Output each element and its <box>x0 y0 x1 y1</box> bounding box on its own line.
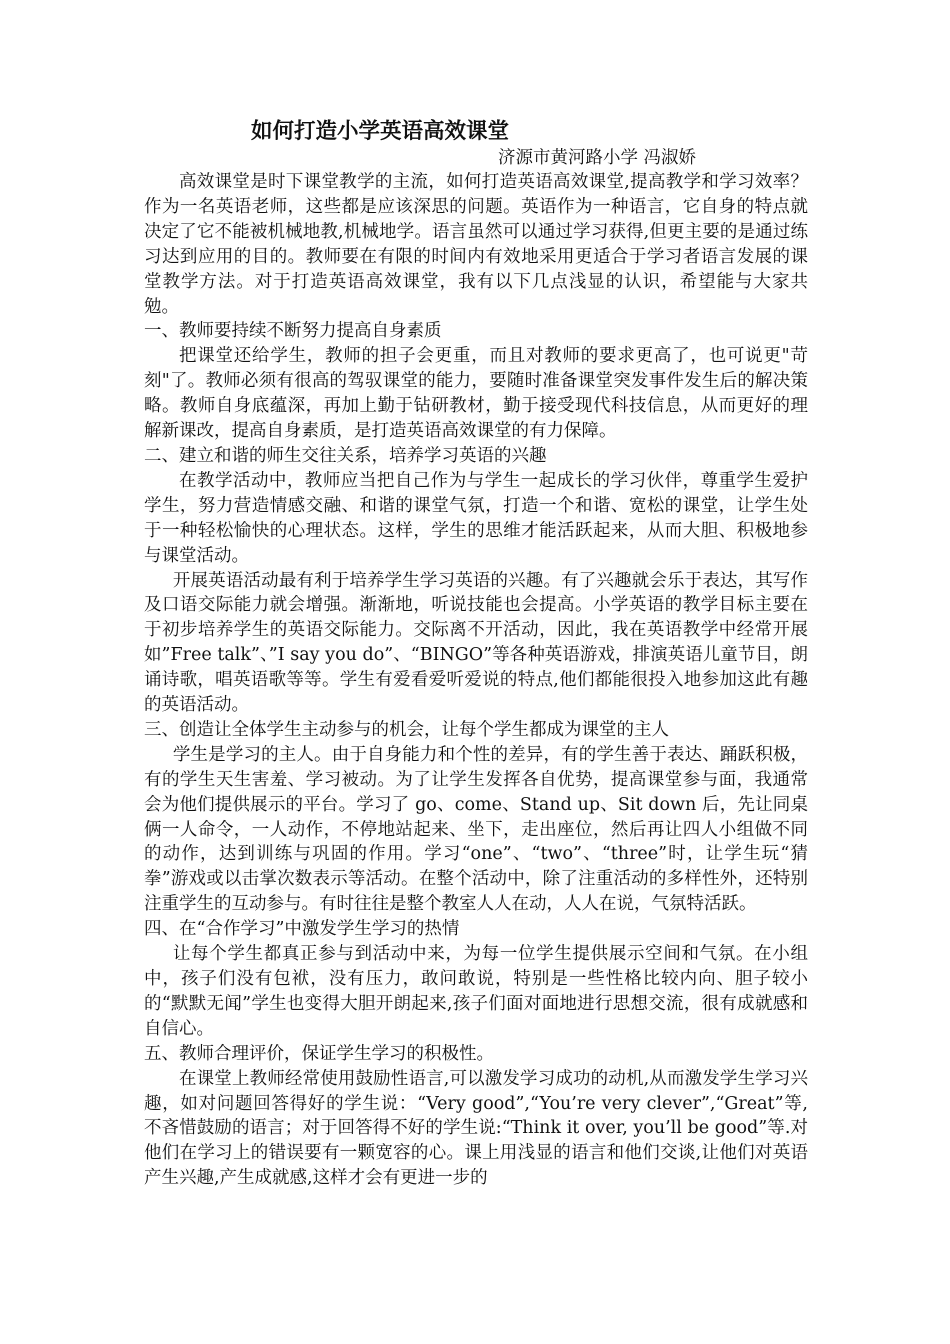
section-4-paragraph: 让每个学生都真正参与到活动中来，为每一位学生提供展示空间和气氛。在小组中，孩子们没有包袱，没有压力，敢问敢说，特别是一些性格比较内向、胆子较小的“默默无闻”学生也变得大胆开朗起来,孩子们面对面地进行思想交流，很有成就感和自信心。 <box>144 944 808 1039</box>
document-author: 济源市黄河路小学 冯淑娇 <box>498 148 697 168</box>
section-heading-1: 一、教师要持续不断努力提高自身素质 <box>144 321 442 342</box>
section-2-paragraph-1: 在教学活动中，教师应当把自己作为与学生一起成长的学习伙伴，尊重学生爱护学生，努力营造情感交融、和谐的课堂气氛，打造一个和谐、宽松的课堂，让学生处于一种轻松愉快的心理状态。这样，学生的思维才能活跃起来，从而大胆、积极地参与课堂活动。 <box>144 470 808 566</box>
document-title: 如何打造小学英语高效课堂 <box>251 119 510 144</box>
intro-paragraph: 高效课堂是时下课堂教学的主流，如何打造英语高效课堂,提高教学和学习效率？作为一名英语老师，这些都是应该深思的问题。英语作为一种语言，它自身的特点就决定了它不能被机械地教,机械地学。语言虽然可以通过学习获得,但更主要的是通过练习达到应用的目的。教师要在有限的时间内有效地采用更适合于学习者语言发展的课堂教学方法。对于打造英语高效课堂，我有以下几点浅显的认识，希望能与大家共勉。 <box>144 172 808 317</box>
section-heading-4: 四、在“合作学习”中激发学生学习的热情 <box>144 919 460 940</box>
section-heading-3: 三、创造让全体学生主动参与的机会，让每个学生都成为课堂的主人 <box>144 719 669 740</box>
section-heading-5: 五、教师合理评价，保证学生学习的积极性。 <box>144 1043 494 1064</box>
section-5-paragraph: 在课堂上教师经常使用鼓励性语言,可以激发学习成功的动机,从而激发学生学习兴趣，如对问题回答得好的学生说：“Very good”,“You’re very clever”,“Great”等,不吝惜鼓励的语言；对于回答得不好的学生说:“Think it over, you’ll be good”等.对他们在学习上的错误要有一颗宽容的心。课上用浅显的语言和他们交谈,让他们对英语产生兴趣,产生成就感,这样才会有更进一步的 <box>144 1068 808 1189</box>
section-2-paragraph-2: 开展英语活动最有利于培养学生学习英语的兴趣。有了兴趣就会乐于表达，其写作及口语交际能力就会增强。渐渐地，听说技能也会提高。小学英语的教学目标主要在于初步培养学生的英语交际能力。交际离不开活动，因此，我在英语教学中经常开展如”Free talk”、”I say you do”、“BINGO”等各种英语游戏，排演英语儿童节目，朗诵诗歌，唱英语歌等等。学生有爱看爱听爱说的特点,他们都能很投入地参加这此有趣的英语活动。 <box>144 570 808 716</box>
section-heading-2: 二、建立和谐的师生交往关系，培养学习英语的兴趣 <box>144 445 547 466</box>
document-page <box>144 118 808 1191</box>
section-3-paragraph: 学生是学习的主人。由于自身能力和个性的差异，有的学生善于表达、踊跃积极，有的学生天生害羞、学习被动。为了让学生发挥各自优势，提高课堂参与面，我通常会为他们提供展示的平台。学习了 go、come、Stand up、Sit down 后，先让同桌俩一人命令，一人动作，不停地站起来、坐下，走出座位，然后再让四人小组做不同的动作，达到训练与巩固的作用。学习“one”、“two”、“three”时，让学生玩“猜拳”游戏或以击掌次数表示等活动。在整个活动中，除了注重活动的多样性外，还特别注重学生的互动参与。有时往往是整个教室人人在动，人人在说，气氛特活跃。 <box>144 744 808 915</box>
section-1-paragraph: 把课堂还给学生，教师的担子会更重，而且对教师的要求更高了，也可说更"苛刻"了。教师必须有很高的驾驭课堂的能力，要随时准备课堂突发事件发生后的解决策略。教师自身底蕴深，再加上勤于钻研教材，勤于接受现代科技信息，从而更好的理解新课改，提高自身素质，是打造英语高效课堂的有力保障。 <box>144 346 808 442</box>
